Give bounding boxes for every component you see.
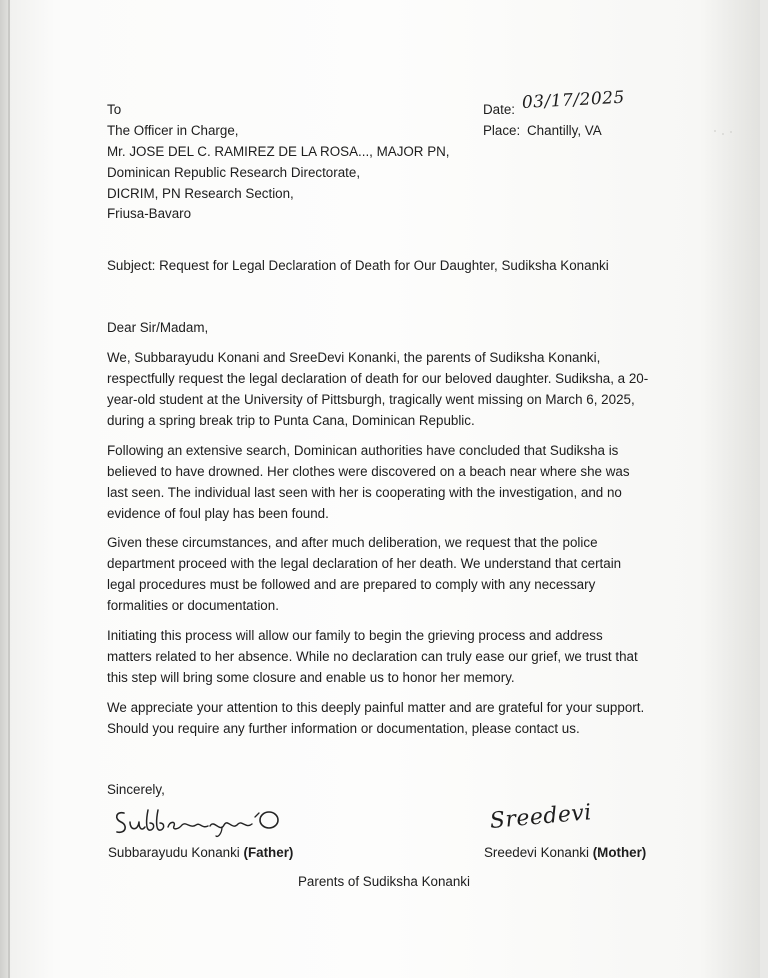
recipient-line: The Officer in Charge, [107,123,239,138]
salutation: Dear Sir/Madam, [107,320,209,335]
father-signature-image [112,805,288,841]
paragraph-line: Initiating this process will allow our family to begin the grieving process and address [107,628,603,643]
mother-name: Sreedevi Konanki [484,845,589,860]
subject-line: Subject: Request for Legal Declaration of Death for Our Daughter, Sudiksha Konanki [107,258,609,273]
body-paragraph [107,347,667,431]
body-paragraph [107,697,667,739]
body-paragraph [107,532,667,616]
paragraph-line: believed to have drowned. Her clothes were discovered on a beach near where she was [107,464,630,479]
recipient-line: To [107,102,122,117]
body-paragraph [107,625,667,688]
father-name-block [108,843,293,864]
paragraph-line: respectfully request the legal declaration of death for our beloved daughter. Sudiksha, a 20- [107,371,649,386]
place-label: Place: [483,123,521,138]
mother-role: (Mother) [592,845,647,860]
date-value-handwritten: 03/17/2025 [521,87,626,113]
recipient-line: Friusa-Bavaro [107,206,192,221]
father-name: Subbarayudu Konanki [108,845,240,860]
paragraph-line: this step will bring some closure and enable us to honor her memory. [107,670,515,685]
paragraph-line: during a spring break trip to Punta Cana, Dominican Republic. [107,413,475,428]
paragraph-line: last seen. The individual last seen with her is cooperating with the investigation, and no [107,485,622,500]
closing: Sincerely, [107,782,165,797]
footer-parents: Parents of Sudiksha Konanki [298,874,470,889]
paragraph-line: legal procedures must be followed and are prepared to comply with any necessary [107,577,596,592]
recipient-line: Mr. JOSE DEL C. RAMIREZ DE LA ROSA..., MAJOR PN, [107,144,450,159]
paragraph-line: We, Subbarayudu Konani and SreeDevi Konanki, the parents of Sudiksha Konanki, [107,350,601,365]
paragraph-line: matters related to her absence. While no declaration can truly ease our grief, we trust that [107,649,638,664]
recipient-line: Dominican Republic Research Directorate, [107,165,361,180]
photo-background-edge [0,0,10,978]
recipient-line: DICRIM, PN Research Section, [107,186,294,201]
paragraph-line: Given these circumstances, and after much deliberation, we request that the police [107,535,598,550]
paragraph-line: department proceed with the legal declaration of her death. We understand that certain [107,556,622,571]
paper-speck [730,131,732,133]
father-role: (Father) [243,845,294,860]
date-label: Date: [483,102,516,117]
place-value: Chantilly, VA [527,123,602,138]
paragraph-line: Should you require any further information or documentation, please contact us. [107,721,580,736]
paragraph-line: evidence of foul play has been found. [107,506,329,521]
paragraph-line: We appreciate your attention to this deeply painful matter and are grateful for your support. [107,700,645,715]
mother-name-block [484,843,646,864]
body-paragraph [107,440,667,524]
mother-signature: Sreedevi [488,800,593,834]
paragraph-line: formalities or documentation. [107,598,279,613]
paper-speck [714,130,716,132]
paper-speck [722,133,724,135]
paragraph-line: Following an extensive search, Dominican authorities have concluded that Sudiksha is [107,443,619,458]
paragraph-line: year-old student at the University of Pittsburgh, tragically went missing on March 6, 2025, [107,392,635,407]
